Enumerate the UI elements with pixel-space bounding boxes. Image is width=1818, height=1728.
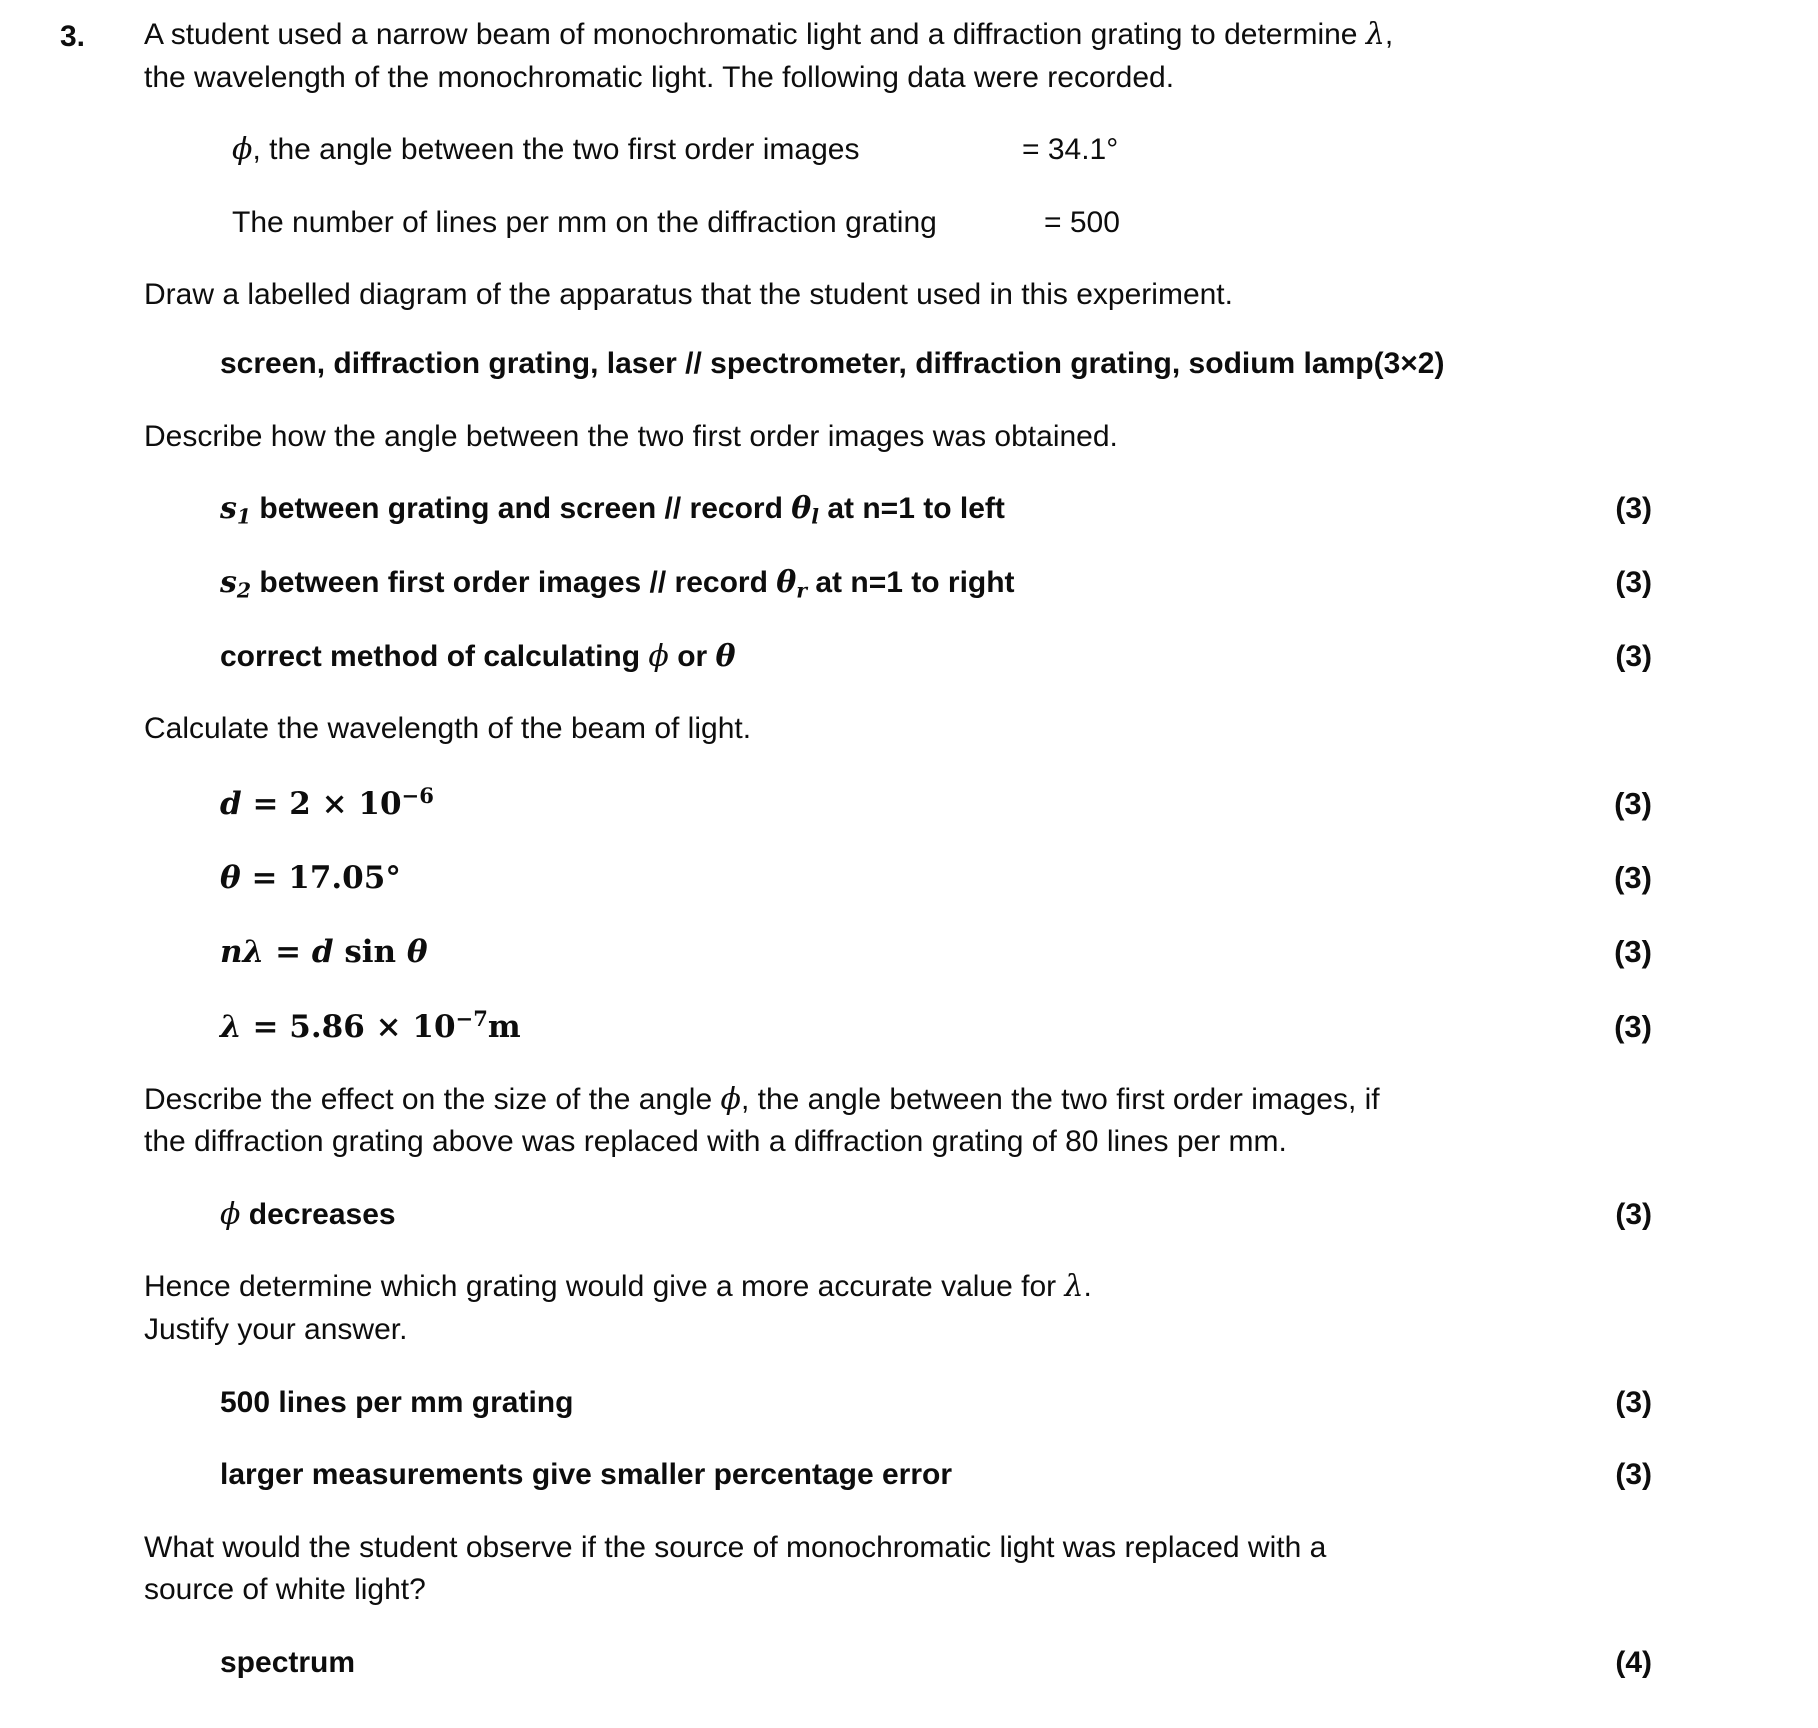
part-b-answer-2-post: at n=1 to right (807, 565, 1015, 599)
data-row-angle-value: = 34.1° (1022, 133, 1119, 167)
part-c-equation-1-marks: (3) (1614, 785, 1652, 821)
s2-symbol: s (220, 564, 237, 600)
part-b-answer-3-lead: correct method of calculating (220, 639, 649, 673)
part-e-prompt-line1: Hence determine which grating would give a more accurate value for (144, 1270, 1057, 1304)
part-b-answer-3-mid: or (668, 639, 716, 673)
part-e-answer-1-text: 500 lines per mm grating (220, 1385, 574, 1419)
data-row-angle-text: , the angle between the two first order images (252, 133, 860, 167)
part-e-answer-2-marks: (3) (1615, 1458, 1652, 1492)
part-f-prompt-line1: What would the student observe if the source of monochromatic light was replaced with a (144, 1530, 1327, 1564)
part-c-equation-3 (220, 930, 1652, 974)
question-intro-line1: A student used a narrow beam of monochromatic light and a diffraction grating to determine (144, 18, 1358, 51)
part-d-prompt-line1-end: , the angle between the two first order images, if (740, 1082, 1380, 1116)
question-body (144, 14, 1758, 1685)
s1-subscript: 1 (236, 504, 252, 529)
lambda-symbol: λ (1365, 17, 1385, 52)
data-row-angle-label (232, 129, 1022, 172)
part-d-prompt-line1: Describe the effect on the size of the angle (144, 1082, 713, 1116)
part-b-answer-3-text (220, 636, 1615, 679)
phi-symbol: ϕ (232, 132, 253, 168)
part-f-prompt (144, 1527, 1654, 1612)
part-b-answer-2 (220, 562, 1652, 606)
part-c-equation-4 (220, 1004, 1652, 1049)
part-d-prompt-line2: the diffraction grating above was replaced with a diffraction grating of 80 lines per mm. (144, 1125, 1287, 1159)
question-intro-line2: the wavelength of the monochromatic light. The following data were recorded. (144, 60, 1175, 94)
phi-symbol-answer: ϕ (220, 1196, 241, 1232)
part-b-answer-1-mid: between grating and screen // record (251, 492, 792, 526)
part-d-answer-text (220, 1194, 1615, 1237)
part-b-answer-1 (220, 488, 1652, 532)
part-e-prompt-line2: Justify your answer. (144, 1313, 408, 1347)
part-c-equation-2-text: θ = 17.05° (220, 859, 401, 896)
part-c-equation-3-marks: (3) (1614, 933, 1652, 969)
part-c-equation-3-text: nλ = d sin θ (220, 933, 428, 970)
lambda-symbol-parte: λ (1064, 1269, 1084, 1305)
part-f-answer-text: spectrum (220, 1646, 356, 1679)
part-b-answer-1-post: at n=1 to left (819, 492, 1005, 526)
part-b-answer-1-marks: (3) (1615, 492, 1652, 526)
part-b-answer-3 (220, 636, 1652, 679)
part-b-answer-2-mid: between first order images // record (251, 565, 777, 599)
question-block (60, 14, 1758, 1685)
data-row-lines-label: The number of lines per mm on the diffraction grating (232, 205, 937, 239)
s2-subscript: 2 (236, 578, 252, 603)
part-d-prompt (144, 1079, 1654, 1164)
part-b-prompt: Describe how the angle between the two first order images was obtained. (144, 419, 1118, 453)
theta-symbol-right: θ (776, 564, 797, 600)
part-b-answer-1-text (220, 488, 1615, 532)
question-intro (144, 14, 1654, 99)
part-a-answer-text: screen, diffraction grating, laser // spectrometer, diffraction grating, sodium lamp(3×2) (220, 346, 1445, 380)
theta-symbol-calc: θ (715, 638, 736, 674)
part-c-equation-4-marks: (3) (1614, 1008, 1652, 1044)
theta-subscript-right: r (796, 578, 808, 603)
part-a-prompt: Draw a labelled diagram of the apparatus that the student used in this experiment. (144, 278, 1233, 312)
theta-subscript-left: l (811, 504, 820, 529)
part-f-answer (220, 1642, 1652, 1685)
part-c-equation-2 (220, 856, 1652, 900)
question-intro-line1-end: , (1384, 18, 1394, 51)
question-number: 3. (60, 20, 86, 53)
part-d-answer-marks: (3) (1615, 1197, 1652, 1231)
part-e-answer-1 (220, 1382, 1652, 1425)
data-row-lines-value: = 500 (1044, 205, 1120, 239)
phi-symbol-partd: ϕ (720, 1081, 741, 1117)
theta-symbol-left: θ (791, 491, 812, 527)
part-b-answer-2-text (220, 562, 1615, 606)
part-c-equation-1 (220, 781, 1652, 826)
part-e-prompt-line1-end: . (1083, 1270, 1092, 1304)
data-row-angle (232, 129, 1758, 172)
part-c-equation-2-marks: (3) (1614, 859, 1652, 895)
part-c-equation-1-text: $d = 2 \times 10^{-6}$ (220, 782, 434, 822)
part-b-answer-3-marks: (3) (1615, 639, 1652, 673)
part-f-answer-marks: (4) (1615, 1646, 1652, 1679)
part-c-equation-4-text: $\lambda = 5.86 \times 10^{-7}m$ (220, 1005, 521, 1045)
part-a-answer (220, 343, 1652, 386)
part-e-answer-1-marks: (3) (1615, 1385, 1652, 1419)
part-e-prompt (144, 1266, 1654, 1351)
part-c-prompt: Calculate the wavelength of the beam of light. (144, 712, 752, 746)
part-d-answer-label: decreases (240, 1197, 396, 1231)
part-f-prompt-line2: source of white light? (144, 1573, 426, 1607)
part-d-answer (220, 1194, 1652, 1237)
part-e-answer-2-text: larger measurements give smaller percentage error (220, 1458, 953, 1492)
phi-symbol-calc: ϕ (648, 638, 669, 674)
s1-symbol: s (220, 491, 237, 527)
part-e-answer-2 (220, 1454, 1652, 1497)
data-row-lines (232, 202, 1758, 245)
part-b-answer-2-marks: (3) (1615, 565, 1652, 599)
